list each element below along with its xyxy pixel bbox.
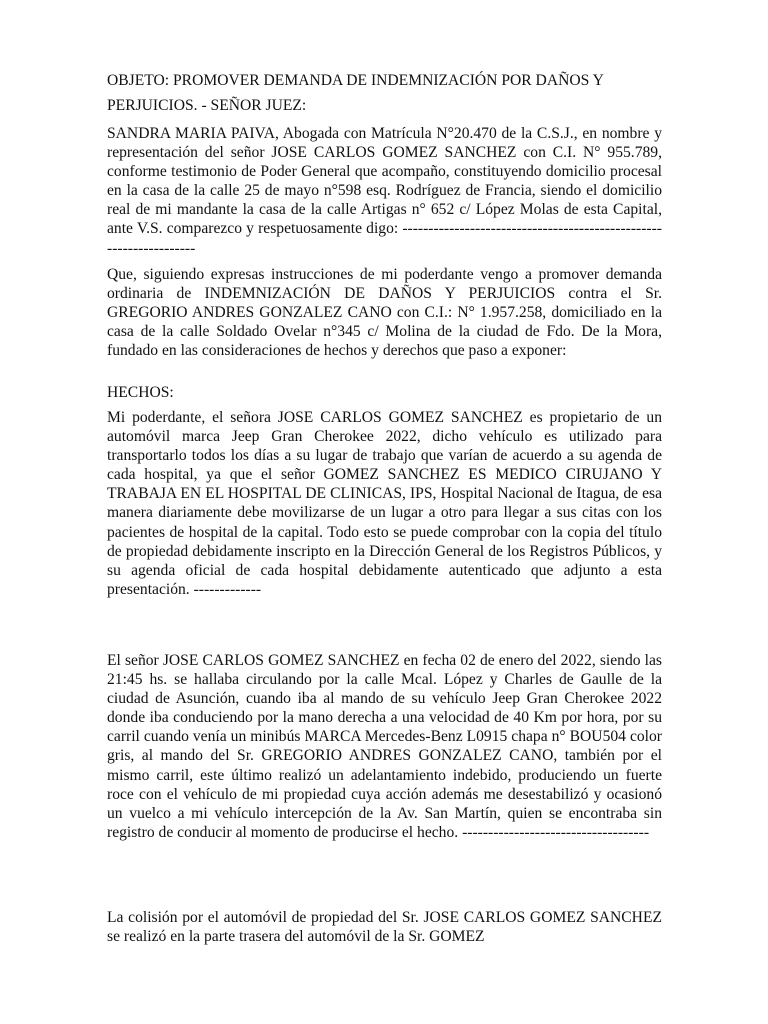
paragraph-facts-owner: Mi poderdante, el señora JOSE CARLOS GOMEZ SANCHEZ es propietario de un automóvil marca Jeep Gran Cherokee 2022, dicho vehículo es utilizado para transportarlo todos los días a su lugar de trabajo que varían de acuerdo a su agenda de cada hospital, ya que el señor GOMEZ SANCHEZ ES MEDICO CIRUJANO Y TRABAJA EN EL HOSPITAL DE CLINICAS, IPS, Hospital Nacional de Itagua, de esa manera diariamente debe movilizarse de un lugar a otro para llegar a sus citas con los pacientes de hospital de la capital. Todo esto se puede comprobar con la copia del título de propiedad debidamente inscripto en la Dirección General de los Registros Públicos, y su agenda oficial de cada hospital debidamente autenticado que adjunto a esta presentación. ------------- [107,409,662,598]
paragraph-collision: La colisión por el automóvil de propiedad del Sr. JOSE CARLOS GOMEZ SANCHEZ se realizó en la parte trasera del automóvil de la Sr. GOMEZ [107,909,662,946]
paragraph-demand: Que, siguiendo expresas instrucciones de mi poderdante vengo a promover demanda ordinaria de INDEMNIZACIÓN DE DAÑOS Y PERJUICIOS contra el Sr. GREGORIO ANDRES GONZALEZ CANO con C.I.: N° 1.957.258, domiciliado en la casa de la calle Soldado Ovelar n°345 c/ Molina de la ciudad de Fdo. De la Mora, fundado en las consideraciones de hechos y derechos que paso a exponer: [107,266,662,360]
heading-hechos: HECHOS: [107,384,174,401]
paragraph-introduction: SANDRA MARIA PAIVA, Abogada con Matrícula N°20.470 de la C.S.J., en nombre y representación del señor JOSE CARLOS GOMEZ SANCHEZ con C.I. N° 955.789, conforme testimonio de Poder General que acompaño, constituyendo domicilio procesal en la casa de la calle 25 de mayo n°598 esq. Rodríguez de Francia, siendo el domicilio real de mi mandante la casa de la calle Artigas n° 652 c/ López Molas de esta Capital, ante V.S. comparezco y respetuosamente digo: ------------------------------------------------------------------- [107,125,662,257]
paragraph-facts-accident: El señor JOSE CARLOS GOMEZ SANCHEZ en fecha 02 de enero del 2022, siendo las 21:45 hs. se hallaba circulando por la calle Mcal. López y Charles de Gaulle de la ciudad de Asunción, cuando iba al mando de su vehículo Jeep Gran Cherokee 2022 donde iba conduciendo por la mano derecha a una velocidad de 40 Km por hora, por su carril cuando venía un minibús MARCA Mercedes-Benz L0915 chapa n° BOU504 color gris, al mando del Sr. GREGORIO ANDRES GONZALEZ CANO, también por el mismo carril, este último realizó un adelantamiento indebido, produciendo un fuerte roce con el vehículo de mi propiedad cuya acción además me desestabilizó y ocasionó un vuelco a mi vehículo intercepción de la Av. San Martín, quien se encontraba sin registro de conducir al momento de producirse el hecho. ------------------------------------ [107,652,662,841]
document-title: OBJETO: PROMOVER DEMANDA DE INDEMNIZACIÓN POR DAÑOS Y PERJUICIOS. - SEÑOR JUEZ: [107,72,604,114]
